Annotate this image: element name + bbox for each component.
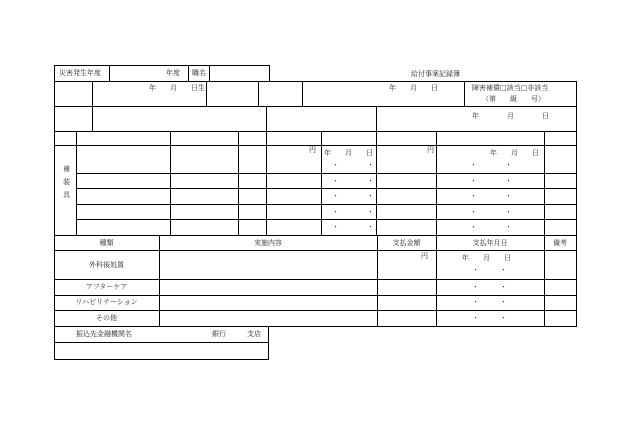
rule-v xyxy=(109,65,110,81)
services-header-amount: 支払金額 xyxy=(392,239,421,247)
prosthetics-date-dots: ・ ・ xyxy=(332,192,374,200)
rule-prosthetics-bottom xyxy=(54,235,577,236)
rule-applicant-address-bottom xyxy=(54,131,577,132)
rule-top-left xyxy=(54,65,269,66)
rule-services-row xyxy=(54,310,577,311)
benefit-case-register-form xyxy=(54,65,577,360)
rule-v xyxy=(266,131,267,235)
rule-v xyxy=(258,81,259,106)
rule-header-right xyxy=(269,65,270,82)
prosthetics-date-dots: ・ ・ xyxy=(470,161,512,169)
rule-v xyxy=(464,81,465,106)
rule-v xyxy=(209,65,210,81)
rule-v xyxy=(544,235,545,326)
rule-v xyxy=(92,81,93,131)
bank-institution-label: 振込先金融機関名 xyxy=(76,330,132,338)
services-header-content: 実施内容 xyxy=(254,239,282,247)
rule-v xyxy=(544,131,545,235)
prosthetics-payment-unit: 円 xyxy=(309,146,316,154)
rule-v xyxy=(376,106,377,131)
rule-prosthetics-row xyxy=(76,188,577,189)
rule-prosthetics-row xyxy=(76,173,577,174)
fiscal-year-suffix: 年度 xyxy=(166,69,180,77)
services-date-dots: ・ ・ xyxy=(472,283,507,291)
position-label: 職名 xyxy=(192,69,206,77)
services-row-label: アフターケア xyxy=(85,283,128,291)
rule-applicant-name-bottom xyxy=(54,106,577,107)
services-date-dots: ・ ・ xyxy=(472,314,507,322)
rule-v xyxy=(159,235,160,326)
birth-date: 年 月 日生 xyxy=(149,84,205,92)
prosthetics-date-dots: ・ ・ xyxy=(332,161,374,169)
services-row-label: リハビリテーション xyxy=(75,298,138,306)
rule-v xyxy=(321,131,322,235)
prosthetics-date-dots: ・ ・ xyxy=(470,192,512,200)
prosthetics-expense-unit: 円 xyxy=(427,146,434,154)
rule-prosthetics-row xyxy=(76,204,577,205)
rule-services-row xyxy=(54,295,577,296)
fiscal-year-label: 災害発生年度 xyxy=(59,69,101,77)
services-header-payment-date: 支払年月日 xyxy=(472,239,508,247)
rule-v xyxy=(436,131,437,235)
prosthetics-date-dots: ・ ・ xyxy=(470,177,512,185)
rule-v xyxy=(188,65,189,81)
rule-v xyxy=(377,235,378,326)
prosthetics-payment-date: 年 月 日 xyxy=(324,149,373,157)
prosthetics-payment-date: 年 月 日 xyxy=(490,149,539,157)
rule-v xyxy=(436,235,437,326)
rule-v xyxy=(266,106,267,131)
rule-right-edge xyxy=(576,81,577,326)
services-row-label: 外科後処置 xyxy=(89,261,124,269)
disability-compensation: 障害補償□該当□非該当 xyxy=(472,84,549,92)
bereaved-death-date: 年 月 日 xyxy=(472,112,549,120)
rule-v xyxy=(206,81,207,106)
rule-bank-right xyxy=(268,326,269,360)
rule-header-bottom xyxy=(54,81,577,82)
branch-suffix: 支店 xyxy=(247,330,261,338)
rule-services-header-bottom xyxy=(54,250,577,251)
rule-services-bottom xyxy=(54,326,577,327)
services-payment-date: 年 月 日 xyxy=(462,254,511,262)
prosthetics-date-dots: ・ ・ xyxy=(332,208,374,216)
prosthetics-group-label: 補装具 xyxy=(63,165,70,199)
prosthetics-date-dots: ・ ・ xyxy=(470,223,512,231)
rule-v xyxy=(238,131,239,235)
services-header-type: 種類 xyxy=(99,239,114,247)
services-header-remarks: 備考 xyxy=(553,239,567,247)
bank-suffix: 銀行 xyxy=(212,330,226,338)
rule-services-row xyxy=(54,279,577,280)
rule-v xyxy=(376,131,377,235)
services-date-dots: ・ ・ xyxy=(472,298,507,306)
rule-bank-bottom xyxy=(54,359,268,360)
services-date-dots: ・ ・ xyxy=(472,266,507,274)
prosthetics-date-dots: ・ ・ xyxy=(332,177,374,185)
prosthetics-date-dots: ・ ・ xyxy=(332,223,374,231)
recovery-date: 年 月 日 xyxy=(389,84,438,92)
disability-grade: （第 級 号） xyxy=(482,95,545,103)
rule-v xyxy=(76,131,77,235)
prosthetics-date-dots: ・ ・ xyxy=(470,208,512,216)
services-payment-unit: 円 xyxy=(421,252,428,260)
rule-prosthetics-row xyxy=(76,219,577,220)
rule-v xyxy=(302,81,303,106)
rule-bank-row xyxy=(54,342,268,343)
register-title: 給付事案記録簿 xyxy=(411,70,460,78)
rule-v xyxy=(170,131,171,235)
services-row-label: その他 xyxy=(96,314,117,322)
